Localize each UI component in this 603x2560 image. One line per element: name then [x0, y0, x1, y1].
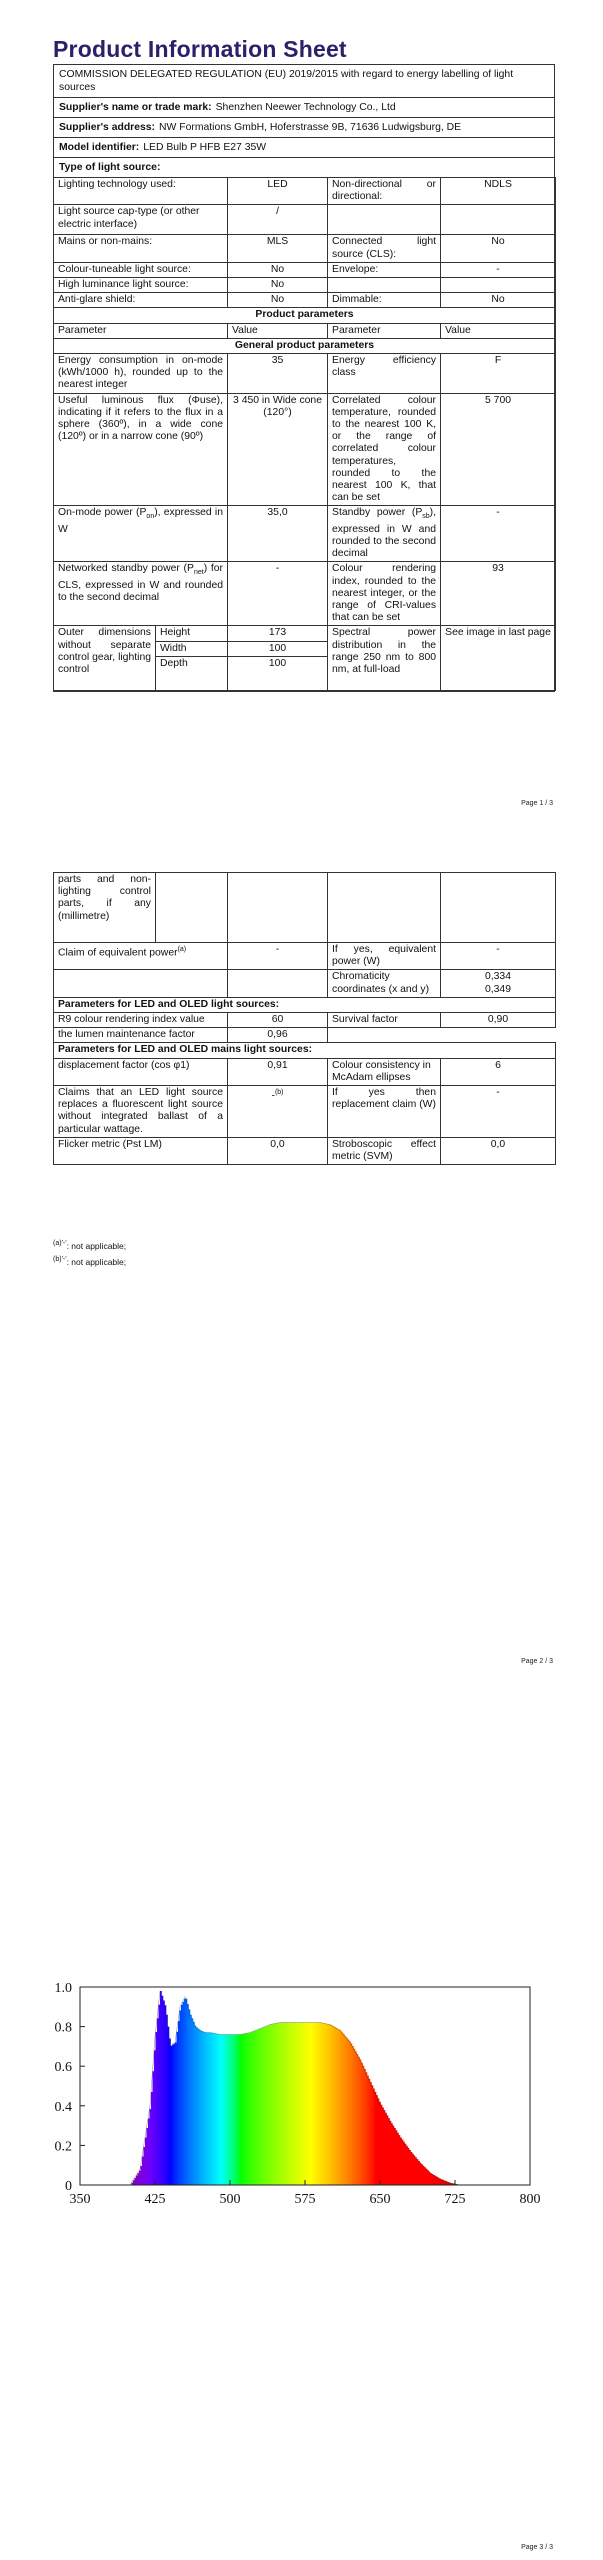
param-cell	[54, 506, 228, 562]
value-cell: F	[441, 354, 556, 394]
col-header-value: Value	[228, 323, 328, 338]
text-sub: on	[146, 513, 155, 521]
value-cell: 6	[441, 1058, 556, 1085]
table-row	[54, 1137, 556, 1164]
value-cell: No	[228, 278, 328, 293]
table-row	[54, 323, 556, 338]
table-row	[54, 506, 556, 562]
text-span: Claim of equivalent power	[58, 947, 178, 959]
table-row	[54, 278, 556, 293]
page-footer: Page 1 / 3	[521, 800, 553, 807]
table-row	[54, 205, 556, 235]
product-parameters-header: Product parameters	[54, 308, 556, 323]
param-cell: displacement factor (cos φ1)	[54, 1058, 228, 1085]
regulation-text: COMMISSION DELEGATED REGULATION (EU) 2019/2015 with regard to energy labelling of light sources	[54, 65, 554, 98]
empty-cell	[156, 873, 228, 943]
param-cell: Dimmable:	[328, 293, 441, 308]
empty-cell	[228, 873, 328, 943]
table-row	[54, 626, 556, 641]
value-cell: -	[441, 943, 556, 970]
model-row	[54, 138, 554, 158]
text-span: Networked standby power (P	[58, 563, 194, 575]
col-header-value: Value	[441, 323, 556, 338]
general-parameters-header: General product parameters	[54, 338, 556, 353]
param-cell: Chromaticity coordinates (x and y)	[328, 970, 441, 997]
param-cell: Useful luminous flux (Φuse), indicating if it refers to the flux in a sphere (360º), in a wide cone (120º) or in a narrow cone (90º)	[54, 393, 228, 506]
table-row	[54, 1086, 556, 1138]
param-cell: High luminance light source:	[54, 278, 228, 293]
note-sup: '-'	[61, 1256, 67, 1263]
param-cell	[328, 278, 441, 293]
value-cell: MLS	[228, 235, 328, 262]
text-sup: (a)	[177, 946, 187, 953]
address-row	[54, 118, 554, 138]
table-row	[54, 997, 556, 1012]
page-footer: Page 3 / 3	[521, 2544, 553, 2551]
y-tick-label: 0.6	[54, 2060, 72, 2076]
page-footer: Page 2 / 3	[521, 1658, 553, 1665]
value-cell: 5 700	[441, 393, 556, 506]
note-mark: (a)	[53, 1240, 62, 1247]
param-cell: Outer dimensions without separate control gear, lighting control	[54, 626, 156, 690]
value-cell: 0,0	[441, 1137, 556, 1164]
x-tick-label: 425	[144, 2192, 166, 2207]
address-value: NW Formations GmbH, Hoferstrasse 9B, 71636 Ludwigsburg, DE	[159, 122, 462, 133]
table-row	[54, 1058, 556, 1085]
type-header: Type of light source:	[59, 162, 161, 173]
value-cell: 0,91	[228, 1058, 328, 1085]
param-cell: If yes then replacement claim (W)	[328, 1086, 441, 1138]
note-sup: '-'	[61, 1240, 67, 1247]
dimension-label: Height	[156, 626, 228, 641]
value-cell: 0,90	[441, 1013, 556, 1028]
value-cell	[441, 278, 556, 293]
x-tick-label: 350	[69, 2192, 91, 2207]
chroma-x: 0,334	[484, 971, 511, 983]
text-sub: sb	[422, 513, 430, 521]
address-label: Supplier's address:	[59, 122, 156, 133]
value-cell: 93	[441, 562, 556, 626]
value-cell: -	[441, 1086, 556, 1138]
param-cell: Connected light source (CLS):	[328, 235, 441, 262]
param-cell	[328, 205, 441, 235]
value-cell: No	[228, 293, 328, 308]
type-header-row	[54, 158, 554, 177]
text-span: Standby power (P	[332, 507, 423, 519]
param-cell: Envelope:	[328, 262, 441, 277]
param-cell	[328, 506, 441, 562]
table-row	[54, 873, 556, 943]
table-row	[54, 1043, 556, 1058]
text-sup: (b)	[274, 1089, 284, 1097]
page-1	[0, 0, 603, 822]
page-3	[0, 1675, 603, 2560]
param-cell: If yes, equivalent power (W)	[328, 943, 441, 970]
param-cell: Stroboscopic effect metric (SVM)	[328, 1137, 441, 1164]
col-header-parameter: Parameter	[328, 323, 441, 338]
supplier-label: Supplier's name or trade mark:	[59, 102, 212, 113]
y-tick-label: 0.2	[54, 2139, 72, 2155]
value-cell: 173	[228, 626, 328, 641]
value-cell: No	[441, 235, 556, 262]
value-cell: No	[228, 262, 328, 277]
param-cell: Flicker metric (Pst LM)	[54, 1137, 228, 1164]
param-cell: the lumen maintenance factor	[54, 1028, 228, 1043]
spec-table-page1	[53, 177, 556, 691]
y-tick-label: 1.0	[54, 1981, 72, 1996]
param-cell: parts and non-lighting control parts, if any (millimetre)	[54, 873, 156, 943]
x-tick-label: 575	[294, 2192, 316, 2207]
value-cell: 100	[228, 641, 328, 656]
table-row	[54, 562, 556, 626]
table-row	[54, 308, 556, 323]
value-cell: 100	[228, 656, 328, 690]
chroma-y: 0,349	[484, 983, 511, 995]
value-cell: -	[228, 943, 328, 970]
x-tick-label: 725	[444, 2192, 466, 2207]
value-cell: NDLS	[441, 178, 556, 205]
empty-cell	[228, 970, 328, 997]
value-cell: 35,0	[228, 506, 328, 562]
text-span: -	[271, 1090, 275, 1102]
param-cell: Light source cap-type (or other electric interface)	[54, 205, 228, 235]
table-row	[54, 235, 556, 262]
param-cell: Spectral power distribution in the range 250 nm to 800 nm, at full-load	[328, 626, 441, 690]
supplier-value: Shenzhen Neewer Technology Co., Ltd	[215, 102, 396, 113]
param-cell: R9 colour rendering index value	[54, 1013, 228, 1028]
table-row	[54, 943, 556, 970]
col-header-parameter: Parameter	[54, 323, 228, 338]
info-sheet-box	[53, 64, 555, 692]
y-tick-label: 0	[65, 2179, 72, 2194]
page-title: Product Information Sheet	[53, 36, 347, 62]
param-cell: Lighting technology used:	[54, 178, 228, 205]
x-tick-label: 650	[369, 2192, 391, 2207]
page-2	[0, 822, 603, 1675]
note-text: : not applicable;	[66, 1240, 127, 1251]
dimension-label: Depth	[156, 656, 228, 690]
table-row	[54, 393, 556, 506]
value-cell: 0,0	[228, 1137, 328, 1164]
value-cell: 0,96	[228, 1028, 328, 1043]
param-cell: Mains or non-mains:	[54, 235, 228, 262]
supplier-row	[54, 98, 554, 118]
param-cell: Energy efficiency class	[328, 354, 441, 394]
empty-cell	[54, 970, 228, 997]
param-cell: Colour consistency in McAdam ellipses	[328, 1058, 441, 1085]
table-row	[54, 293, 556, 308]
table-row	[54, 338, 556, 353]
value-cell: /	[228, 205, 328, 235]
value-cell: See image in last page	[441, 626, 556, 690]
x-tick-label: 800	[519, 2192, 541, 2207]
mains-parameters-header: Parameters for LED and OLED mains light sources:	[54, 1043, 556, 1058]
text-span: ) for CLS, expressed in W and rounded to the second decimal	[58, 563, 224, 603]
param-cell: Colour-tuneable light source:	[54, 262, 228, 277]
param-cell: Energy consumption in on-mode (kWh/1000 h), rounded up to the nearest integer	[54, 354, 228, 394]
value-cell: -	[441, 506, 556, 562]
text-sub: net	[193, 569, 204, 577]
text-span: ), expressed in W	[58, 507, 224, 535]
spec-table-page2	[53, 872, 556, 1165]
text-span: ), expressed in W and rounded to the second decimal	[332, 507, 437, 560]
spectral-power-chart	[0, 1973, 603, 2233]
param-cell	[54, 943, 228, 970]
table-row	[54, 1028, 556, 1043]
value-cell: 60	[228, 1013, 328, 1028]
empty-cell	[441, 1028, 556, 1043]
param-cell: Anti-glare shield:	[54, 293, 228, 308]
table-row	[54, 970, 556, 997]
y-tick-label: 0.8	[54, 2020, 72, 2036]
model-value: LED Bulb P HFB E27 35W	[143, 142, 267, 153]
param-cell: Colour rendering index, rounded to the nearest integer, or the range of CRI-values that can be set	[328, 562, 441, 626]
y-tick-label: 0.4	[54, 2099, 72, 2115]
text-span: On-mode power (P	[58, 507, 147, 519]
table-row	[54, 1013, 556, 1028]
footnote-a	[53, 1240, 126, 1251]
param-cell: Correlated colour temperature, rounded to the nearest 100 K, or the range of correlated colour temperatures, rounded to the nearest 100 K, that can be set	[328, 393, 441, 506]
value-cell: 3 450 in Wide cone (120°)	[228, 393, 328, 506]
value-cell	[441, 205, 556, 235]
value-cell	[228, 1086, 328, 1138]
dimension-label: Width	[156, 641, 228, 656]
value-cell: No	[441, 293, 556, 308]
param-cell: Survival factor	[328, 1013, 441, 1028]
table-row	[54, 354, 556, 394]
note-mark: (b)	[53, 1256, 62, 1263]
value-cell: -	[441, 262, 556, 277]
x-tick-label: 500	[219, 2192, 241, 2207]
note-text: : not applicable;	[66, 1256, 127, 1267]
footnote-b	[53, 1256, 126, 1267]
empty-cell	[328, 1028, 441, 1043]
value-cell: -	[228, 562, 328, 626]
empty-cell	[441, 873, 556, 943]
param-cell	[54, 562, 228, 626]
value-cell: LED	[228, 178, 328, 205]
param-cell: Claims that an LED light source replaces a fluorescent light source without integrated ballast of a particular wattage.	[54, 1086, 228, 1138]
led-parameters-header: Parameters for LED and OLED light sources:	[54, 997, 556, 1012]
table-row	[54, 262, 556, 277]
value-cell	[441, 970, 556, 997]
param-cell: Non-directional or directional:	[328, 178, 441, 205]
value-cell: 35	[228, 354, 328, 394]
table-row	[54, 178, 556, 205]
model-label: Model identifier:	[59, 142, 140, 153]
empty-cell	[328, 873, 441, 943]
